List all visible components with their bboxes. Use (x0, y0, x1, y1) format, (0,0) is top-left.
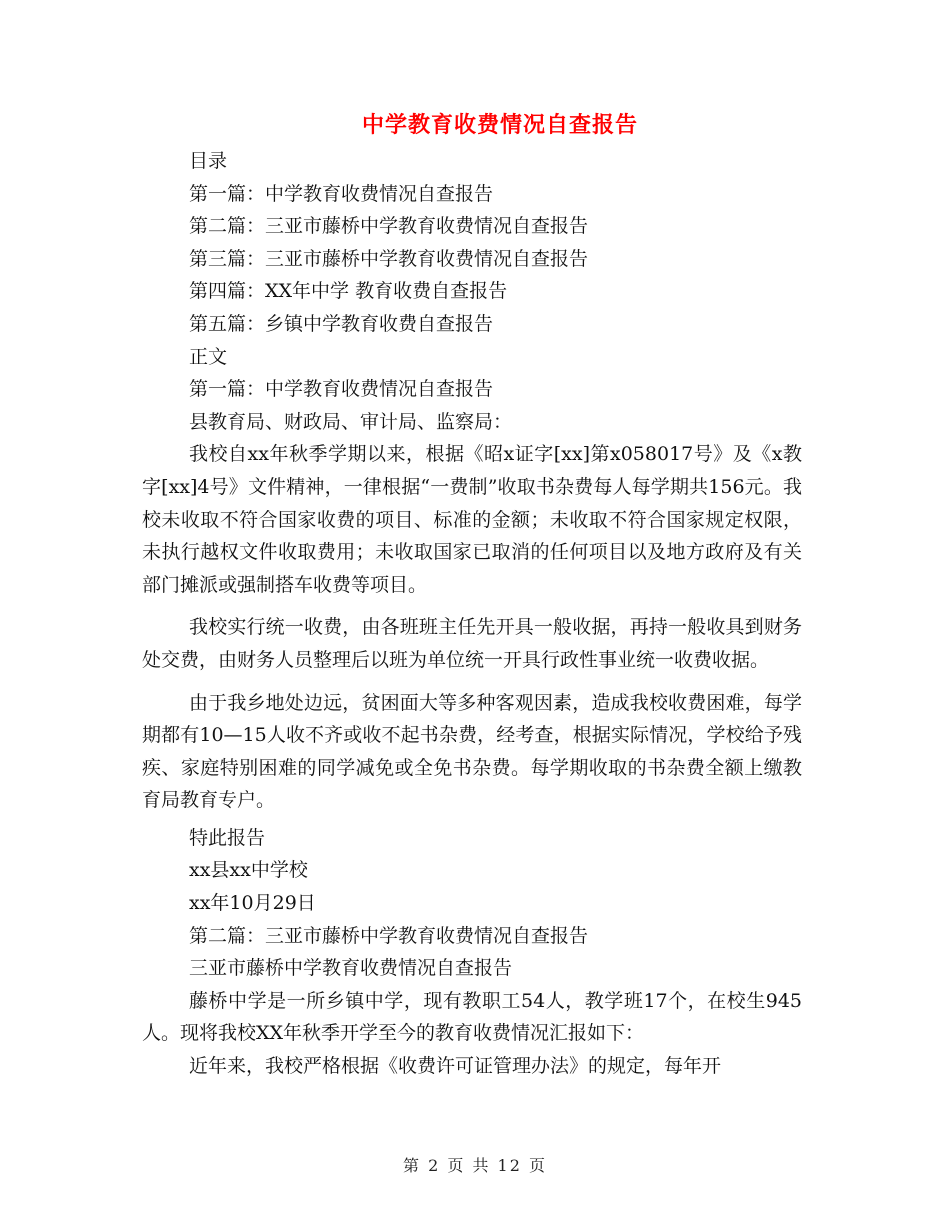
toc-item: 第五篇：乡镇中学教育收费自查报告 (189, 312, 494, 335)
document-body (142, 145, 802, 1083)
part1-paragraph: 我校实行统一收费，由各班班主任先开具一般收据，再持一般收具到财务处交费，由财务人员整理后以班为单位统一开具行政性事业统一收费收据。 (142, 616, 802, 671)
part1-paragraph: 我校自xx年秋季学期以来，根据《昭x证字[xx]第x058017号》及《x教字[xx]4号》文件精神，一律根据“一费制”收取书杂费每人每学期共156元。我校未收取不符合国家收费的项目、标准的金额；未收取不符合国家规定权限，未执行越权文件收取费用；未收取国家已取消的任何项目以及地方政府及有关部门摊派或强制搭车收费等项目。 (142, 443, 802, 596)
toc-item: 第三篇：三亚市藤桥中学教育收费情况自查报告 (189, 247, 589, 270)
toc-item: 第一篇：中学教育收费情况自查报告 (189, 182, 494, 205)
part1-salutation: 县教育局、财政局、审计局、监察局： (189, 410, 513, 433)
body-heading: 正文 (189, 345, 228, 368)
page-number: 第 2 页 共 12 页 (403, 1156, 547, 1175)
toc-item: 第四篇：XX年中学 教育收费自查报告 (189, 280, 508, 303)
part1-closing: 特此报告 (189, 826, 266, 849)
part2-subtitle: 三亚市藤桥中学教育收费情况自查报告 (189, 957, 513, 980)
part2-paragraph: 藤桥中学是一所乡镇中学，现有教职工54人，教学班17个，在校生945人。现将我校XX年秋季开学至今的教育收费情况汇报如下： (142, 989, 802, 1045)
part1-signature: xx县xx中学校 (189, 859, 308, 882)
part2-heading: 第二篇：三亚市藤桥中学教育收费情况自查报告 (189, 924, 589, 947)
toc-item: 第二篇：三亚市藤桥中学教育收费情况自查报告 (189, 215, 589, 238)
document-title: 中学教育收费情况自查报告 (361, 112, 638, 138)
part1-heading: 第一篇：中学教育收费情况自查报告 (189, 378, 494, 401)
part2-paragraph: 近年来，我校严格根据《收费许可证管理办法》的规定，每年开 (189, 1055, 722, 1078)
part1-paragraph: 由于我乡地处边远，贫困面大等多种客观因素，造成我校收费困难，每学期都有10—15人收不齐或收不起书杂费，经考查，根据实际情况，学校给予残疾、家庭特别困难的同学减免或全免书杂费。每学期收取的书杂费全额上缴教育局教育专户。 (142, 691, 802, 812)
toc-heading: 目录 (189, 150, 228, 172)
part1-date: xx年10月29日 (189, 892, 316, 915)
